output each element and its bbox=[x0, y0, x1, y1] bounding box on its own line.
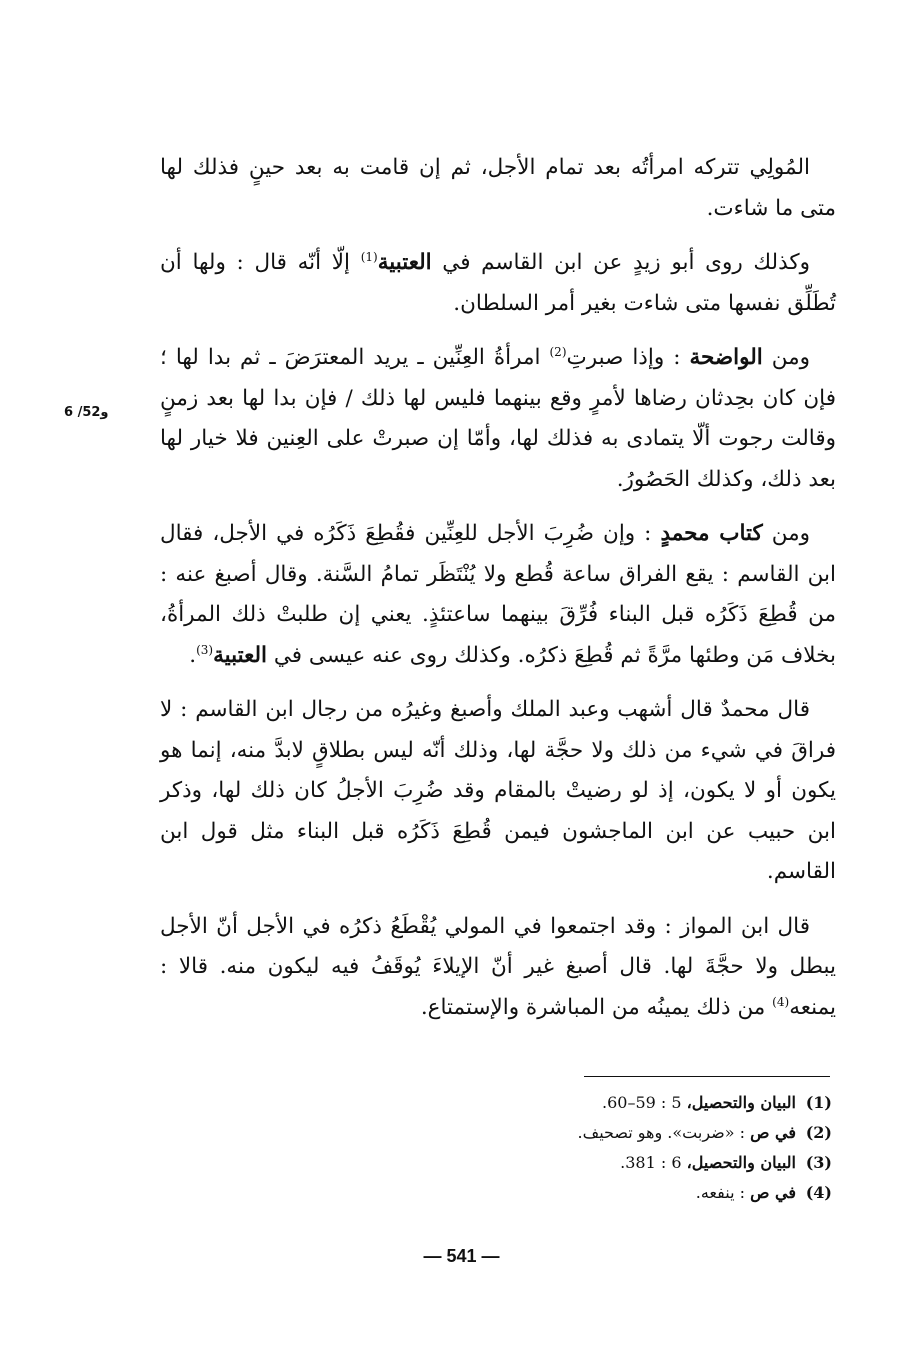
text-run: قال محمدٌ قال أشهب وعبد الملك وأصبغ وغيرُه من رجال ابن القاسم : لا فراقَ في شيء من ذلك ولا حجَّة لها، وذلك أنّه ليس بطلاقٍ لابدَّ منه، إنما هو يكون أو لا يكون، إذ لو رضيتْ بالمقام وقد ضُرِبَ الأجلُ كان ذلك لها، وذكر ابن حبيب عن ابن الماجشون فيمن قُطِعَ ذَكَرُه قبل البناء مثل قول ابن القاسم. bbox=[160, 697, 836, 884]
bold-term: البيان والتحصيل، bbox=[686, 1153, 796, 1172]
footnote-separator bbox=[584, 1076, 830, 1077]
bold-term: العتبية bbox=[377, 250, 432, 275]
folio-margin-note: 6 /52و bbox=[64, 405, 109, 420]
main-text bbox=[160, 148, 836, 1042]
bold-term: في ص bbox=[750, 1123, 796, 1142]
footnote-number: (1) bbox=[805, 1093, 832, 1112]
paragraph bbox=[160, 514, 836, 676]
bold-term: العتبية bbox=[213, 642, 267, 668]
footnote-ref: (3) bbox=[196, 642, 214, 657]
text-run: امرأةُ العِنِّين ـ يريد المعترَضَ ـ ثم بدا لها ؛ فإن كان بحِدثان رضاها لأمرٍ وقع بينهما فليس لها ذلك / فإن بدا لها بعد زمنٍ وقالت رجوت ألّا يتمادى به فذلك لها، وأمّا إن صبرتْ على العِنين فلا خيار لها بعد ذلك، وكذلك الحَصُورُ. bbox=[160, 345, 836, 492]
footnote-number: (3) bbox=[805, 1153, 832, 1172]
page-number: — 541 — bbox=[423, 1246, 500, 1266]
text-run: : وإذا صبرتِ bbox=[566, 345, 690, 370]
text-run: ومن bbox=[762, 345, 811, 370]
text-run: : وإن ضُرِبَ الأجل للعِنِّين فقُطِعَ ذَكَرُه في الأجل، فقال ابن القاسم : يقع الفراق ساعة قُطع ولا يُنْتَظَر تمامُ السَّنة. وقال أصبغ عنه : من قُطِعَ ذَكَرُه قبل البناء فُرِّقَ بينهما ساعتئذٍ. يعني إن طلبتْ ذلك المرأةُ، بخلاف مَن وطئها مرَّةً ثم قُطِعَ ذكرُه. وكذلك روى عنه عيسى في bbox=[160, 521, 836, 668]
text-run: المُولِي تتركه امرأتُه بعد تمام الأجل، ثم إن قامت به بعد حينٍ فذلك لها متى ما شاءت. bbox=[160, 155, 836, 221]
paragraph-indent bbox=[810, 155, 836, 180]
footnote-text bbox=[300, 1088, 796, 1118]
footnote-number: (2) bbox=[805, 1123, 832, 1142]
footnote-number: (4) bbox=[805, 1183, 832, 1202]
paragraph-indent bbox=[810, 914, 836, 939]
paragraph bbox=[160, 243, 836, 324]
footnote bbox=[300, 1118, 832, 1148]
footnote bbox=[300, 1088, 832, 1118]
text-run: ومن bbox=[762, 521, 810, 546]
footnote-text bbox=[300, 1118, 796, 1148]
text-run: 6 : 381. bbox=[620, 1153, 687, 1172]
bold-term: كتاب محمدٍ bbox=[660, 521, 763, 546]
text-run: 5 : 59–60. bbox=[601, 1093, 687, 1112]
footnote-ref: (4) bbox=[772, 994, 790, 1009]
paragraph bbox=[160, 907, 836, 1029]
paragraph bbox=[160, 148, 836, 229]
text-run: : «ضربت». وهو تصحيف. bbox=[577, 1123, 751, 1142]
paragraph-indent bbox=[810, 697, 836, 722]
footnote bbox=[300, 1178, 832, 1208]
paragraph-indent bbox=[810, 345, 836, 370]
footnote-text bbox=[300, 1178, 796, 1208]
paragraph-indent bbox=[810, 250, 836, 275]
text-run: قال ابن المواز : وقد اجتمعوا في المولي يُقْطَعُ ذكرُه في الأجل أنّ الأجل يبطل ولا حجَّةَ لها. قال أصبغ غير أنّ الإيلاءَ يُوقَفُ فيه ليكون منه. قالا : يمنعه bbox=[160, 913, 836, 1020]
footnote-ref: (1) bbox=[360, 249, 378, 264]
text-run: إلّا أنّه قال : ولها أن تُطَلِّق نفسها متى شاءت بغير أمر السلطان. bbox=[160, 250, 836, 316]
footnotes bbox=[300, 1088, 832, 1208]
footnote-text bbox=[300, 1148, 796, 1178]
footnote bbox=[300, 1148, 832, 1178]
bold-term: البيان والتحصيل، bbox=[686, 1093, 796, 1112]
bold-term: في ص bbox=[750, 1183, 796, 1202]
text-run: من ذلك يمينُه من المباشرة والإستمتاع. bbox=[420, 994, 773, 1020]
paragraph bbox=[160, 338, 836, 500]
text-run: وكذلك روى أبو زيدٍ عن ابن القاسم في bbox=[431, 250, 810, 275]
text-run: . bbox=[189, 642, 197, 668]
paragraph bbox=[160, 690, 836, 893]
footnote-ref: (2) bbox=[549, 344, 567, 359]
text-run: : ينفعه. bbox=[695, 1183, 751, 1202]
bold-term: الواضحة bbox=[689, 345, 763, 370]
paragraph-indent bbox=[810, 521, 836, 546]
